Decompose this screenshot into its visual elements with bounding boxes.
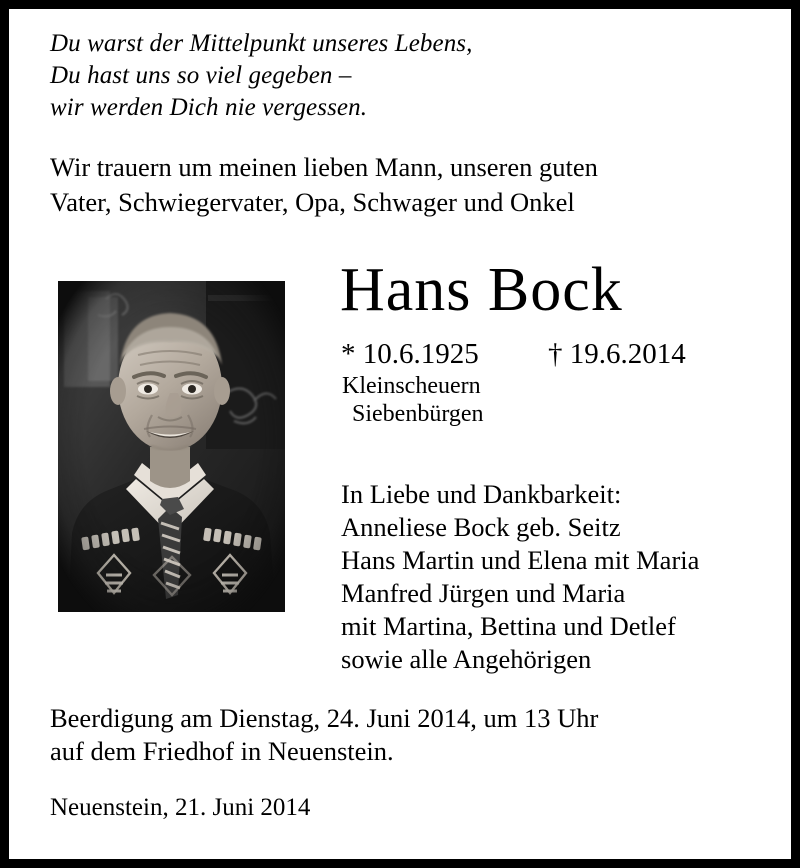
family-line-4: Manfred Jürgen und Maria [341,578,626,608]
epigraph-verse [50,28,472,124]
mourning-statement [50,150,598,220]
family-line-3: Hans Martin und Elena mit Maria [341,545,700,575]
epigraph-line-2: Du hast uns so viel gegeben – [50,62,352,89]
family-line-2: Anneliese Bock geb. Seitz [341,512,621,542]
funeral-details-line-1: Beerdigung am Dienstag, 24. Juni 2014, um 13 Uhr [50,703,599,733]
epigraph-line-3: wir werden Dich nie vergessen. [50,94,368,121]
birthplace-town: Kleinscheuern [342,373,481,399]
portrait-photo-image [58,281,285,612]
birth-date: * 10.6.1925 [341,338,479,370]
family-line-1: In Liebe und Dankbarkeit: [341,479,622,509]
family-line-6: sowie alle Angehörigen [341,644,592,674]
deceased-name: Hans Bock [340,256,623,324]
death-date: † 19.6.2014 [548,338,686,370]
portrait-photo [58,281,285,612]
mourning-statement-line-2: Vater, Schwiegervater, Opa, Schwager und Onkel [50,187,575,217]
surviving-family [341,478,699,676]
funeral-details-line-2: auf dem Friedhof in Neuenstein. [50,736,394,766]
life-dates [341,337,721,371]
birthplace [342,372,484,428]
epigraph-line-1: Du warst der Mittelpunkt unseres Lebens, [50,30,473,57]
notice-place-date: Neuenstein, 21. Juni 2014 [50,794,311,821]
mourning-statement-line-1: Wir trauern um meinen lieben Mann, unseren guten [50,152,598,182]
funeral-details [50,702,598,768]
birthplace-region: Siebenbürgen [352,401,484,427]
family-line-5: mit Martina, Bettina und Detlef [341,611,676,641]
